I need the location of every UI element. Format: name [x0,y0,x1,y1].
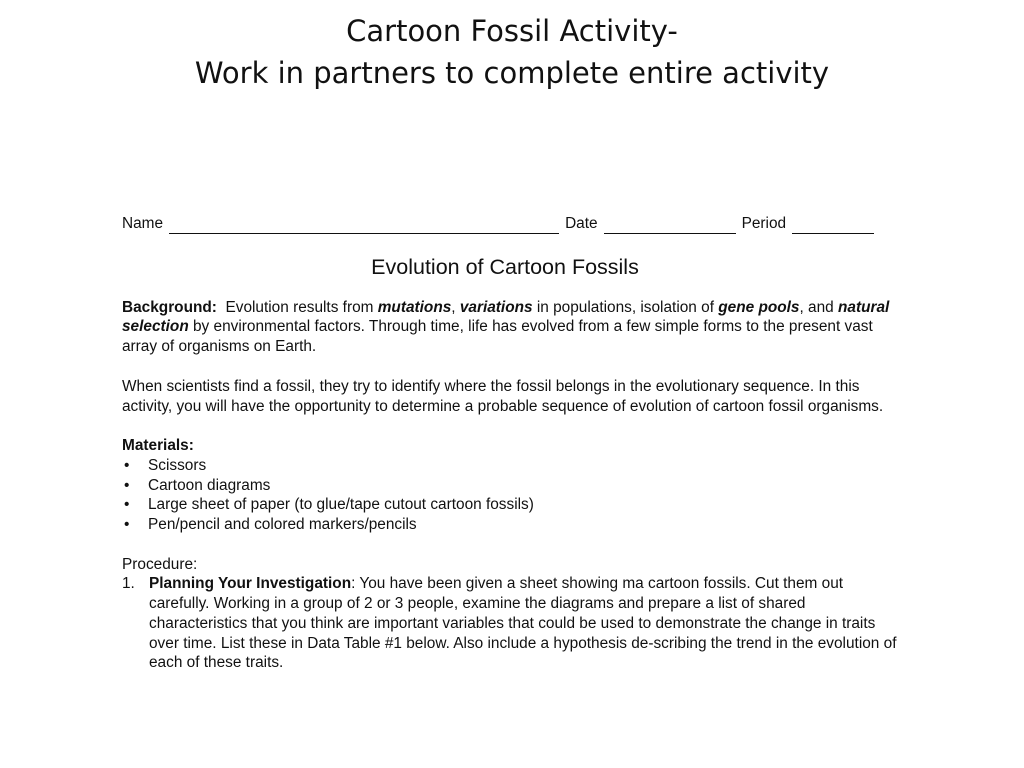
date-blank-line [604,219,736,234]
materials-item-text: Scissors [148,456,207,474]
period-label: Period [741,215,787,233]
procedure-step-1 [122,574,902,673]
background-label: Background: [122,298,217,316]
slide-title-line-1: Cartoon Fossil Activity- [346,14,678,48]
slide-title [0,10,1024,94]
date-label: Date [565,215,598,233]
background-text: , and [799,298,839,316]
worksheet-title: Evolution of Cartoon Fossils [371,255,639,279]
materials-item-text: Cartoon diagrams [148,476,271,494]
materials-item [122,456,902,476]
worksheet-image [122,212,902,673]
background-text: , [451,298,460,316]
materials-item [122,476,902,496]
step-body [149,574,902,673]
background-paragraph [122,298,902,357]
procedure-heading: Procedure: [122,555,198,573]
step-title: Planning Your Investigation [149,575,352,593]
header-fields [122,212,902,234]
scientists-paragraph: When scientists find a fossil, they try to identify where the fossil belongs in the evolutionary sequence. In this activity, you will have the opportunity to determine a probable sequence of evolution of cartoon fossil organisms. [122,377,884,415]
keyword-mutations: mutations [377,298,452,316]
bullet-icon: • [124,516,130,534]
materials-item-text: Large sheet of paper (to glue/tape cutout cartoon fossils) [148,496,534,514]
materials-item [122,495,902,515]
bullet-icon: • [124,496,130,514]
slide-title-line-2: Work in partners to complete entire activity [194,56,830,90]
keyword-natural-selection: natural selection [122,298,890,336]
name-label: Name [122,215,164,233]
materials-heading: Materials: [122,437,194,455]
background-text: Evolution results from [225,298,378,316]
background-text: in populations, isolation of [532,298,719,316]
step-number: 1. [122,575,135,593]
bullet-icon: • [124,476,130,494]
keyword-gene-pools: gene pools [718,298,800,316]
background-text: by environmental factors. Through time, life has evolved from a few simple forms to the present vast array of organisms on Earth. [122,318,873,356]
materials-list [122,456,902,535]
name-blank-line [169,219,559,234]
period-blank-line [792,219,874,234]
step-text: : You have been given a sheet showing ma cartoon fossils. Cut them out carefully. Working in a group of 2 or 3 people, examine the diagrams and prepare a list of shared characteristics that you think are important variables that could be used to demonstrate the change in traits over time. List these in Data Table #1 below. Also include a hypothesis de-scribing the trend in the evolution of each of these traits. [149,575,897,672]
keyword-variations: variations [459,298,533,316]
materials-item [122,515,902,535]
materials-item-text: Pen/pencil and colored markers/pencils [148,516,417,534]
bullet-icon: • [124,456,130,474]
